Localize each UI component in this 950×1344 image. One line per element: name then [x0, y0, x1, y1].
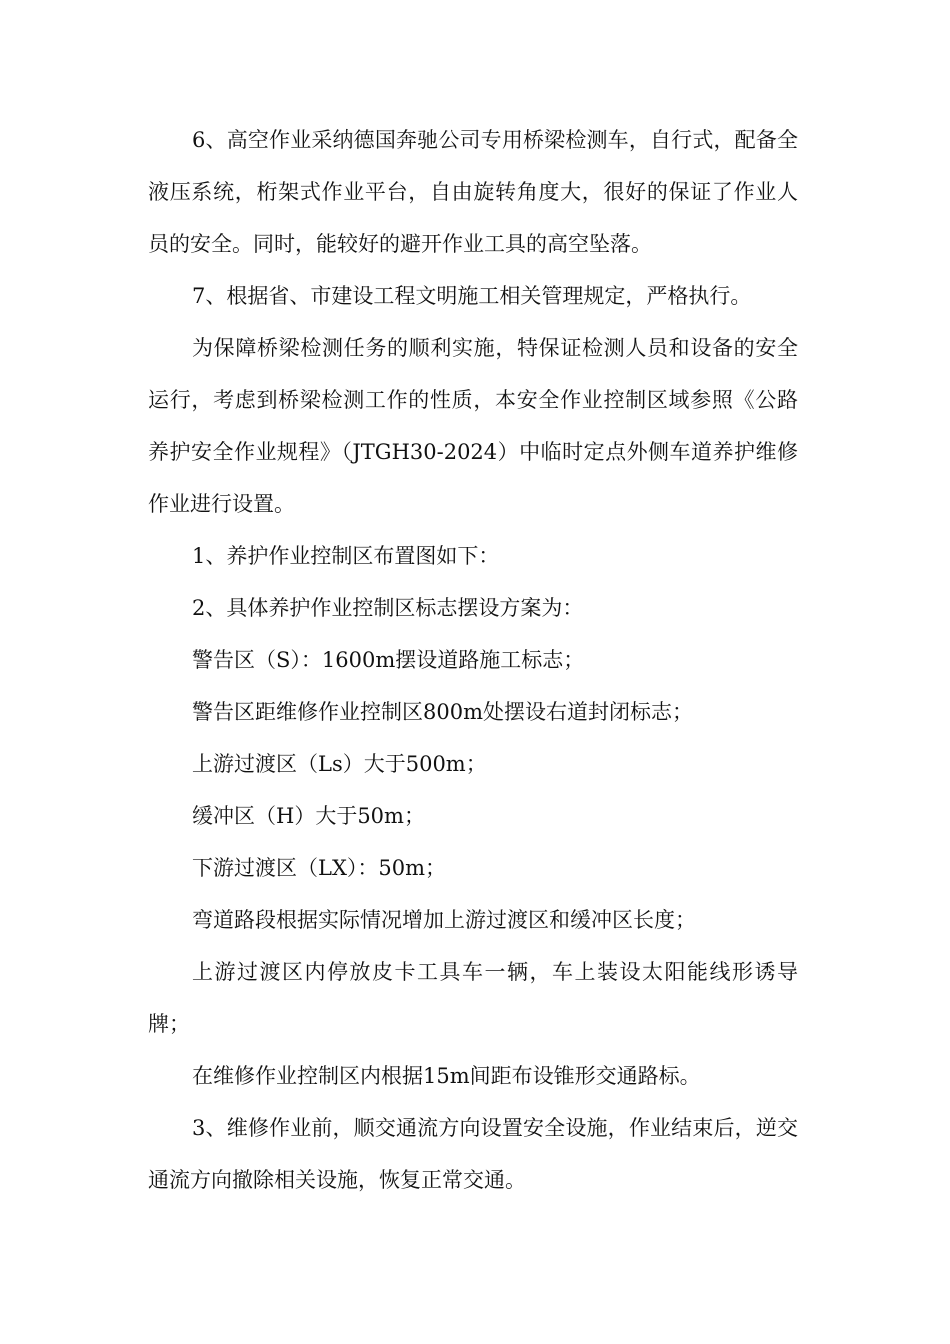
paragraph-downstream-transition: 下游过渡区（LX）：50m； [192, 856, 447, 880]
paragraph-pickup-truck: 上游过渡区内停放皮卡工具车一辆，车上装设太阳能线形诱导牌； [148, 960, 798, 1036]
document-body [148, 114, 798, 1206]
paragraph-buffer-zone: 缓冲区（H）大于50m； [192, 804, 425, 828]
paragraph-step-3-setup-removal: 3、维修作业前，顺交通流方向设置安全设施，作业结束后，逆交通流方向撤除相关设施，恢复正常交通。 [148, 1116, 798, 1192]
paragraph-safety-control-zone-intro: 为保障桥梁检测任务的顺利实施，特保证检测人员和设备的安全运行，考虑到桥梁检测工作的性质，本安全作业控制区域参照《公路养护安全作业规程》（JTGH30-2024）中临时定点外侧车道养护维修作业进行设置。 [148, 336, 798, 516]
paragraph-lane-closure-sign: 警告区距维修作业控制区800m处摆设右道封闭标志； [192, 700, 693, 724]
paragraph-item-7-civilized-construction: 7、根据省、市建设工程文明施工相关管理规定，严格执行。 [192, 284, 752, 308]
paragraph-step-1-layout: 1、养护作业控制区布置图如下： [192, 544, 500, 568]
paragraph-curve-section: 弯道路段根据实际情况增加上游过渡区和缓冲区长度； [192, 908, 696, 932]
paragraph-item-6-bridge-inspection-vehicle: 6、高空作业采纳德国奔驰公司专用桥梁检测车，自行式，配备全液压系统，桁架式作业平台，自由旋转角度大，很好的保证了作业人员的安全。同时，能较好的避开作业工具的高空坠落。 [148, 128, 798, 256]
paragraph-upstream-transition: 上游过渡区（Ls）大于500m； [192, 752, 487, 776]
paragraph-step-2-sign-plan: 2、具体养护作业控制区标志摆设方案为： [192, 596, 584, 620]
paragraph-traffic-cones: 在维修作业控制区内根据15m间距布设锥形交通路标。 [192, 1064, 701, 1088]
paragraph-warning-zone: 警告区（S）：1600m摆设道路施工标志； [192, 648, 585, 672]
